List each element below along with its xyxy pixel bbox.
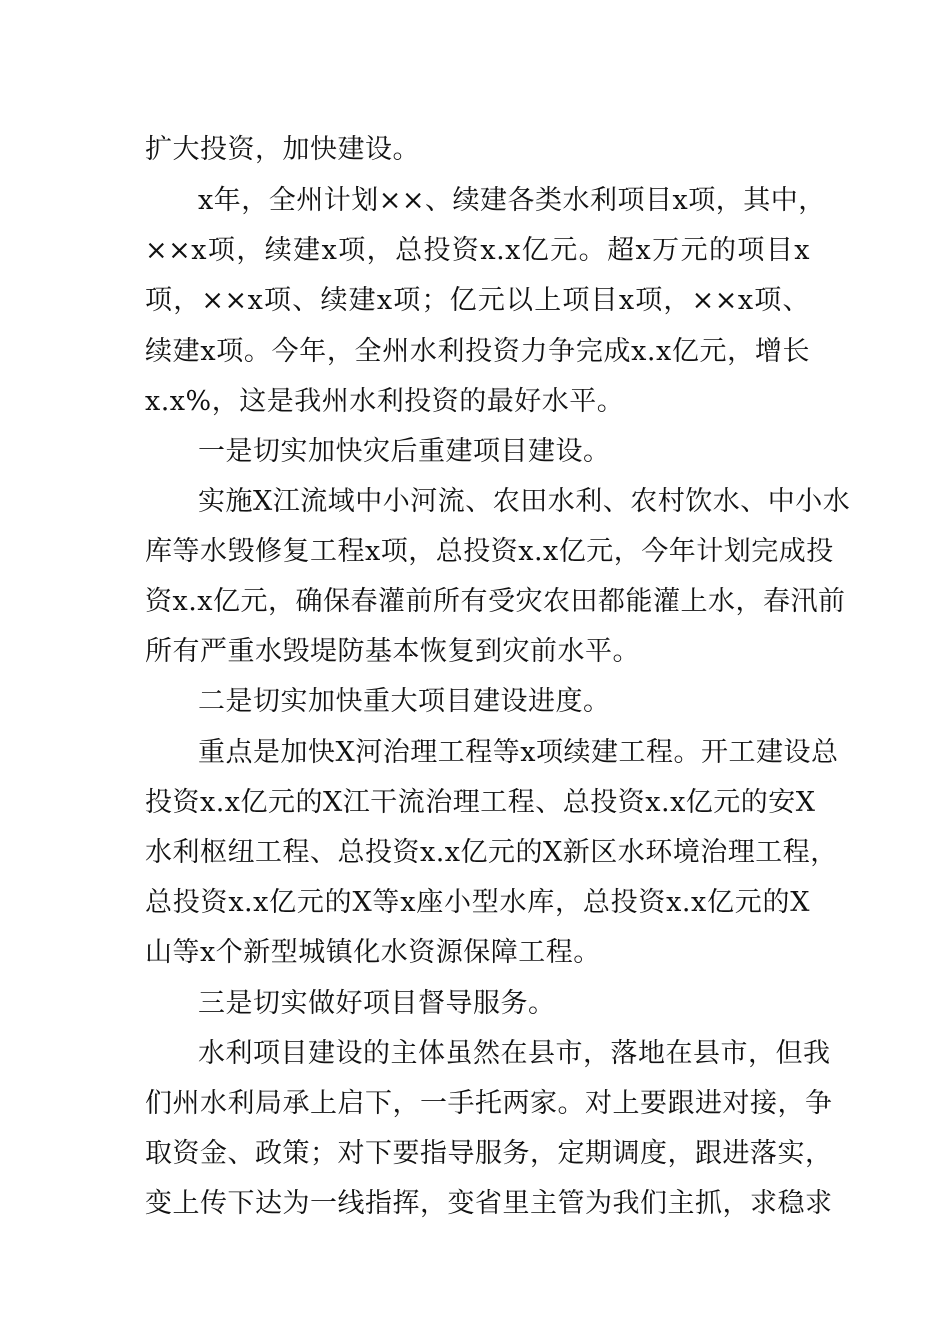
text-line: 二是切实加快重大项目建设进度。 [198, 686, 611, 717]
text-line: 实施X江流域中小河流、农田水利、农村饮水、中小水 [198, 486, 851, 517]
text-line: 所有严重水毁堤防基本恢复到灾前水平。 [145, 636, 640, 667]
text-line: 项，××x项、续建x项；亿元以上项目x项，××x项、 [145, 285, 810, 316]
text-line: 投资x.x亿元的X江干流治理工程、总投资x.x亿元的安X [145, 787, 816, 818]
text-line: 续建x项。今年，全州水利投资力争完成x.x亿元，增长 [145, 336, 810, 367]
text-line: 重点是加快X河治理工程等x项续建工程。开工建设总 [198, 737, 839, 768]
text-line: 库等水毁修复工程x项，总投资x.x亿元，今年计划完成投 [145, 536, 834, 567]
text-line: 总投资x.x亿元的X等x座小型水库，总投资x.x亿元的X [145, 887, 810, 918]
text-line: ××x项，续建x项，总投资x.x亿元。超x万元的项目x [145, 235, 810, 266]
text-line: 取资金、政策；对下要指导服务，定期调度，跟进落实， [145, 1138, 833, 1169]
text-line: 水利枢纽工程、总投资x.x亿元的X新区水环境治理工程， [145, 837, 838, 868]
text-line: 三是切实做好项目督导服务。 [198, 988, 556, 1019]
text-line: x.x%，这是我州水利投资的最好水平。 [145, 386, 625, 417]
text-line: 一是切实加快灾后重建项目建设。 [198, 436, 611, 467]
text-line: x年，全州计划××、续建各类水利项目x项，其中， [198, 185, 826, 216]
text-line: 扩大投资，加快建设。 [145, 134, 420, 165]
text-line: 水利项目建设的主体虽然在县市，落地在县市，但我 [198, 1038, 831, 1069]
text-line: 山等x个新型城镇化水资源保障工程。 [145, 937, 601, 968]
text-line: 资x.x亿元，确保春灌前所有受灾农田都能灌上水，春汛前 [145, 586, 846, 617]
text-line: 们州水利局承上启下，一手托两家。对上要跟进对接，争 [145, 1088, 833, 1119]
text-line: 变上传下达为一线指挥，变省里主管为我们主抓，求稳求 [145, 1188, 833, 1219]
